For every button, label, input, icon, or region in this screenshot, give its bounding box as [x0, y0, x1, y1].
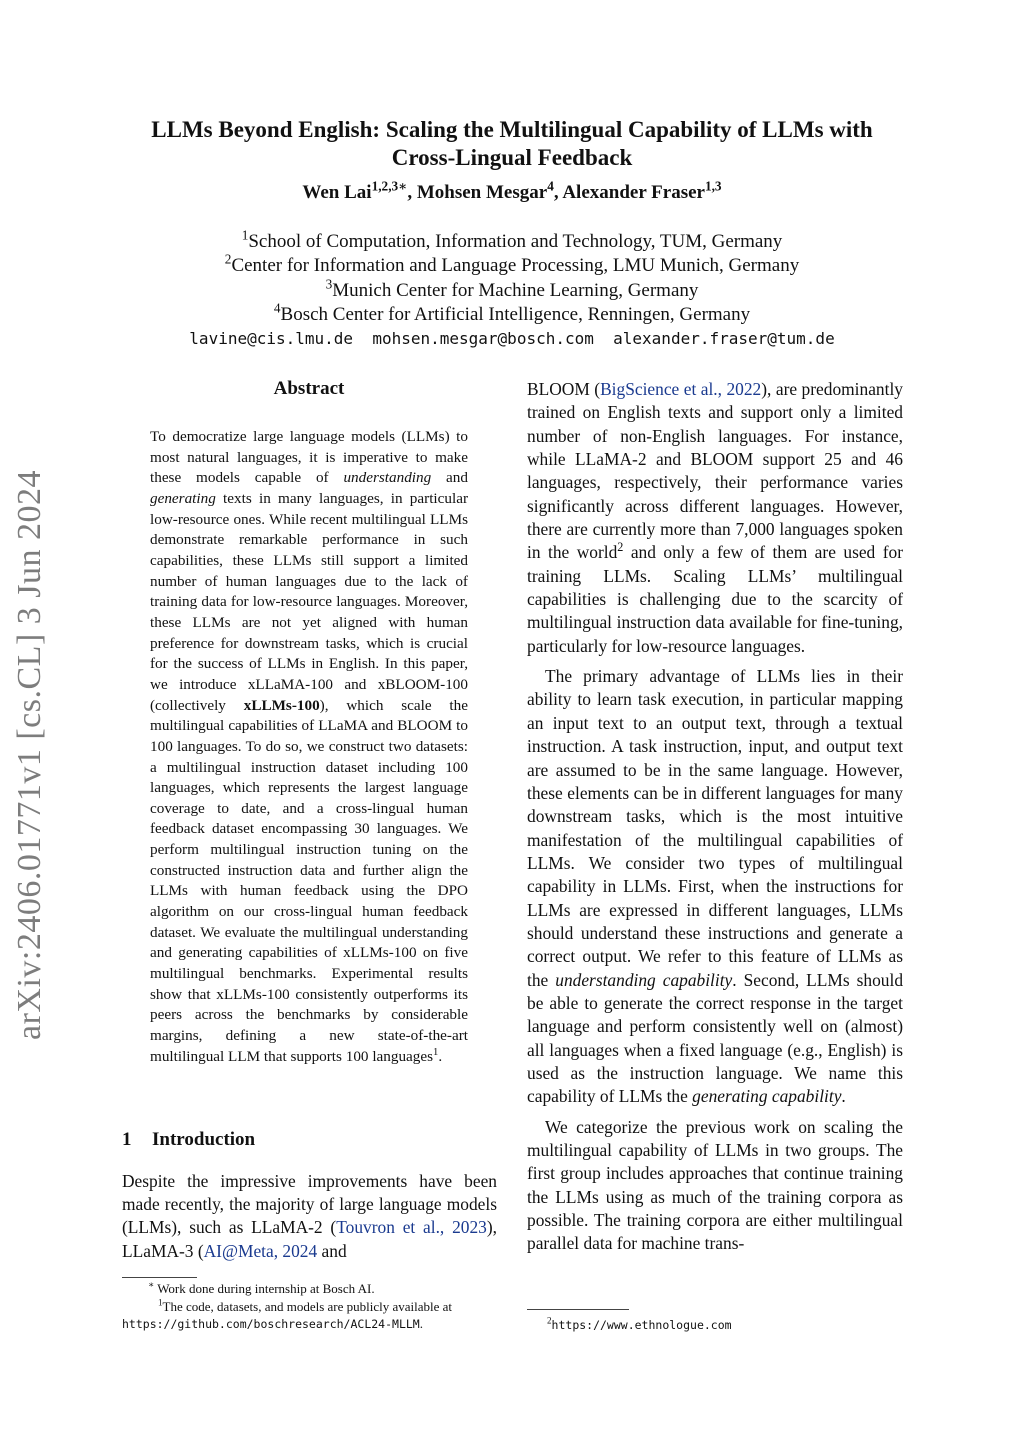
author-affiliation-marks: 1,3	[704, 178, 722, 194]
abstract-body: To democratize large language models (LLMs) to most natural languages, it is imperative to make these models capable of understanding and generating texts in many languages, in particular low-resource ones. While recent multilingual LLMs demonstrate remarkable performance in such capabilities, these LLMs still support a limited number of human languages due to the lack of training data for low-resource languages. Moreover, these LLMs are not yet aligned with human preference for downstream tasks, which is crucial for the success of LLMs in English. In this paper, we introduce xLLaMA-100 and xBLOOM-100 (collectively xLLMs-100), which scale the multilingual capabilities of LLaMA and BLOOM to 100 languages. To do so, we construct two datasets: a multilingual instruction dataset including 100 languages, which represents the largest language coverage to date, and a cross-lingual human feedback dataset encompassing 30 languages. We perform multilingual instruction tuning on the constructed instruction data and further align the LLMs with human feedback using the DPO algorithm on our cross-lingual human feedback dataset. We evaluate the multilingual understanding and generating capabilities of xLLMs-100 on five multilingual benchmarks. Experimental results show that xLLMs-100 consistently outperforms its peers across the benchmarks by considerable margins, defining a new state-of-the-art multilingual LLM that supports 100 languages$^1$.	[150, 428, 468, 1065]
affiliation-line: $^2$Center for Information and Language Processing, LMU Munich, Germany	[224, 251, 800, 277]
paper-title-line-1: LLMs Beyond English: Scaling the Multilingual Capability of LLMs with	[151, 117, 873, 142]
footnote-divider-left	[122, 1277, 197, 1278]
author-affiliation-marks: 1,2,3	[371, 178, 399, 194]
paragraph: We categorize the previous work on scaling the multilingual capability of LLMs in two groups. The first group includes approaches that continue training the LLMs using as much of the training corpora as possible. The training corpora are either multilingual parallel data for machine trans-	[527, 1116, 903, 1254]
paragraph: The primary advantage of LLMs lies in their ability to learn task execution, in particular mapping an input text to an output text, through a textual instruction. A task instruction, input, and output text are assumed to be in the same language. However, these elements can be in different languages for many downstream tasks, which is the most intuitive manifestation of the multilingual capabilities of LLMs. We consider two types of multilingual capability in LLMs. First, when the instructions for LLMs are expressed in different languages, LLMs should understand these instructions and generate a correct output. We refer to this feature of LLMs as the understanding capability. Second, LLMs should be able to generate the correct response in the target language and perform consistently well on (almost) all languages when a fixed language (e.g., English) is used as the instruction language. We name this capability of LLMs the generating capability.	[527, 666, 904, 1107]
citation-ai-meta[interactable]: AI@Meta, 2024	[203, 1240, 318, 1261]
paragraph: BLOOM (BigScience et al., 2022), are predominantly trained on English texts and support only a limited number of non-English languages. For instance, while LLaMA-2 and BLOOM support 25 and 46 languages, respectively, their performance varies significantly across different languages. However, there are currently more than 7,000 languages spoken in the world$^2$ and only a few of them are used for training LLMs. Scaling LLMs’ multilingual capabilities is challenging due to the scarcity of multilingual instruction data available for fine-tuning, particularly for low-resource languages.	[527, 379, 903, 656]
footnote-ref-1[interactable]: 1	[433, 1046, 439, 1058]
footnote-divider-right	[527, 1309, 629, 1310]
author-separator: ,	[407, 182, 417, 203]
affiliation-list	[90, 227, 934, 351]
ethnologue-link[interactable]: https://www.ethnologue.com	[551, 1318, 732, 1332]
author-name: Alexander Fraser	[562, 182, 705, 203]
author-name: Mohsen Mesgar	[416, 182, 548, 203]
footnote-1: $^1$The code, datasets, and models are publicly available at https://github.com/boschresearch/ACL24-MLLM.	[122, 1297, 453, 1331]
introduction-left-column: Despite the impressive improvements have been made recently, the majority of large language models (LLMs), such as LLaMA-2 (Touvron et al., 2023), LLaMA-3 (AI@Meta, 2024 and	[122, 1171, 497, 1261]
paper-title	[90, 116, 934, 172]
author-affiliation-marks: 4	[547, 178, 554, 194]
author-emails: lavine@cis.lmu.de mohsen.mesgar@bosch.com alexander.fraser@tum.de	[189, 329, 835, 349]
section-heading-introduction: 1 Introduction	[122, 1129, 256, 1150]
repository-link[interactable]: https://github.com/boschresearch/ACL24-MLLM	[122, 1317, 420, 1331]
affiliation-line: $^4$Bosch Center for Artificial Intelligence, Renningen, Germany	[273, 300, 751, 325]
author-separator: ,	[553, 182, 563, 203]
citation-bigscience[interactable]: BigScience et al., 2022	[600, 379, 762, 399]
introduction-right-column	[527, 378, 903, 1256]
footnote-2: $^2$https://www.ethnologue.com	[547, 1315, 732, 1332]
abstract-heading: Abstract	[273, 378, 345, 399]
author-note-mark: ∗	[398, 178, 408, 194]
paper-title-line-2: Cross-Lingual Feedback	[391, 145, 633, 170]
citation-touvron[interactable]: Touvron et al., 2023	[336, 1217, 487, 1238]
author-list	[90, 180, 934, 206]
author-name: Wen Lai	[302, 182, 372, 203]
footnote-star: ∗ Work done during internship at Bosch AI.	[148, 1279, 375, 1296]
affiliation-line: $^3$Munich Center for Machine Learning, Germany	[325, 276, 699, 301]
affiliation-line: $^1$School of Computation, Information and Technology, TUM, Germany	[241, 227, 783, 252]
footnote-ref-2[interactable]: 2	[617, 540, 624, 555]
arxiv-identifier-stamp: arXiv:2406.01771v1 [cs.CL] 3 Jun 2024	[11, 469, 48, 1040]
